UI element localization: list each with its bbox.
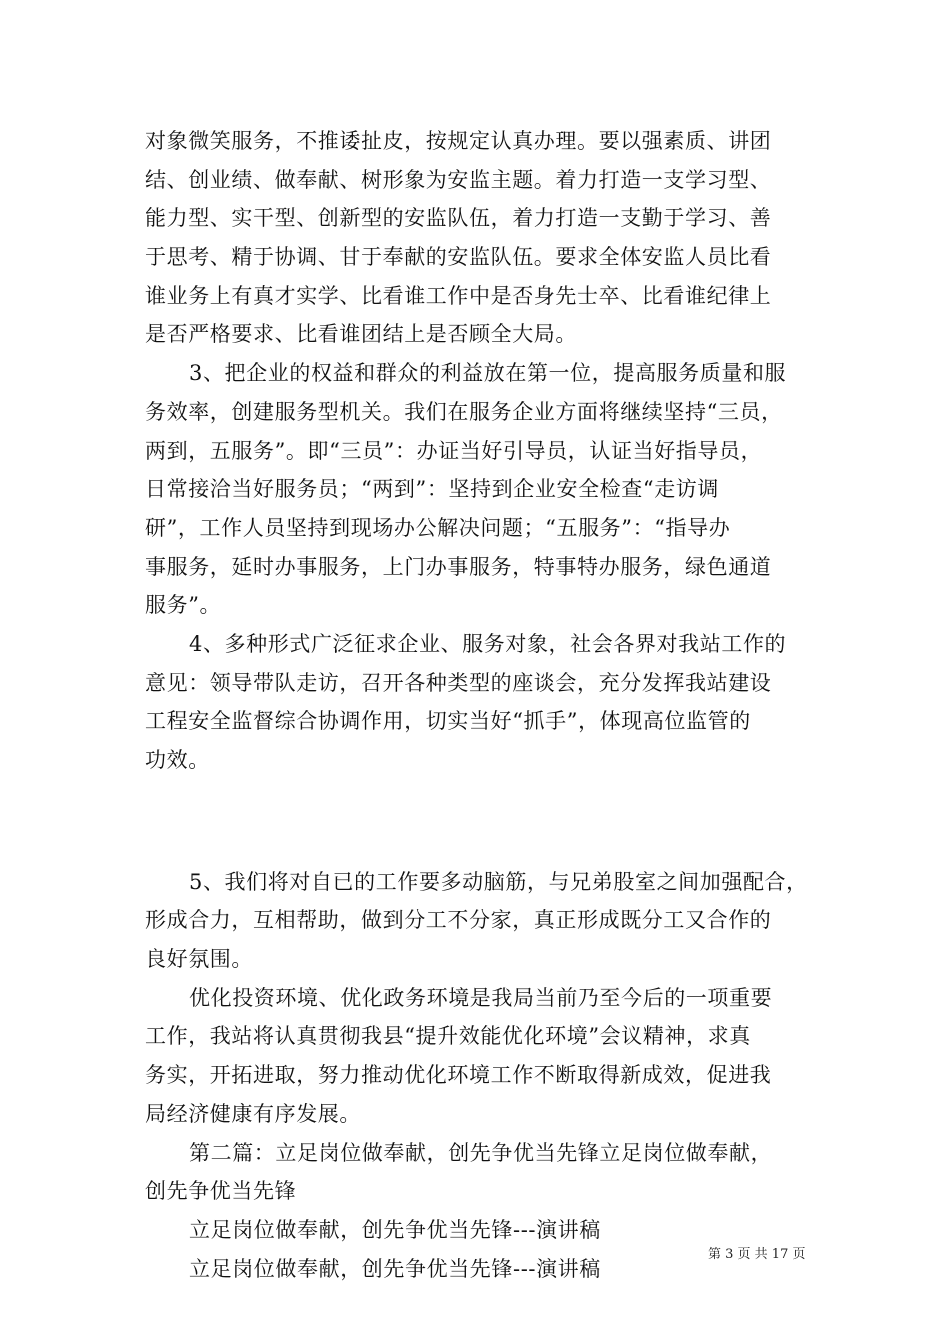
text-line: 谁业务上有真才实学、比看谁工作中是否身先士卒、比看谁纪律上 bbox=[145, 283, 772, 308]
document-body bbox=[145, 122, 815, 1288]
blank-space bbox=[145, 780, 815, 863]
text-line: 良好氛围。 bbox=[145, 947, 253, 972]
text-line: 务实，开拓进取，努力推动优化环境工作不断取得新成效，促进我 bbox=[145, 1063, 772, 1088]
paragraph-3-start: 3、把企业的权益和群众的利益放在第一位，提高服务质量和服 bbox=[189, 361, 787, 386]
text-line: 务效率，创建服务型机关。我们在服务企业方面将继续坚持“三员， bbox=[145, 399, 783, 424]
text-line: 两到，五服务”。即“三员”：办证当好引导员，认证当好指导员， bbox=[145, 438, 763, 463]
text-line: 工作，我站将认真贯彻我县“提升效能优化环境”会议精神，求真 bbox=[145, 1024, 751, 1049]
paragraph-5-start: 5、我们将对自已的工作要多动脑筋，与兄弟股室之间加强配合， bbox=[189, 869, 808, 894]
text-line: 意见：领导带队走访，召开各种类型的座谈会，充分发挥我站建设 bbox=[145, 670, 772, 695]
text-line: 局经济健康有序发展。 bbox=[145, 1101, 361, 1126]
text-line: 研”，工作人员坚持到现场办公解决问题；“五服务”：“指导办 bbox=[145, 515, 731, 540]
text-line: 服务”。 bbox=[145, 593, 222, 618]
text-line: 结、创业绩、做奉献、树形象为安监主题。着力打造一支学习型、 bbox=[145, 167, 772, 192]
paragraph-4-start: 4、多种形式广泛征求企业、服务对象，社会各界对我站工作的 bbox=[189, 631, 787, 656]
text-line: 对象微笑服务，不推诿扯皮，按规定认真办理。要以强素质、讲团 bbox=[145, 129, 772, 153]
text-line: 事服务，延时办事服务，上门办事服务，特事特办服务，绿色通道 bbox=[145, 554, 772, 579]
speech-title: 立足岗位做奉献，创先争优当先锋---演讲稿 bbox=[189, 1256, 601, 1281]
section-heading: 第二篇：立足岗位做奉献，创先争优当先锋立足岗位做奉献， bbox=[189, 1140, 773, 1165]
paragraph-optimize-start: 优化投资环境、优化政务环境是我局当前乃至今后的一项重要 bbox=[189, 985, 773, 1010]
text-line: 功效。 bbox=[145, 748, 210, 772]
text-line: 是否严格要求、比看谁团结上是否顾全大局。 bbox=[145, 322, 577, 347]
text-line: 能力型、实干型、创新型的安监队伍，着力打造一支勤于学习、善 bbox=[145, 206, 772, 231]
text-line: 于思考、精于协调、甘于奉献的安监队伍。要求全体安监人员比看 bbox=[145, 245, 772, 270]
text-line: 形成合力，互相帮助，做到分工不分家，真正形成既分工又合作的 bbox=[145, 908, 772, 933]
speech-title: 立足岗位做奉献，创先争优当先锋---演讲稿 bbox=[189, 1217, 601, 1242]
text-line: 工程安全监督综合协调作用，切实当好“抓手”，体现高位监管的 bbox=[145, 709, 751, 734]
section-heading-continued: 创先争优当先锋 bbox=[145, 1179, 297, 1204]
page-number: 第 3 页 共 17 页 bbox=[708, 1247, 806, 1262]
text-line: 日常接洽当好服务员；“两到”：坚持到企业安全检查“走访调 bbox=[145, 477, 720, 502]
